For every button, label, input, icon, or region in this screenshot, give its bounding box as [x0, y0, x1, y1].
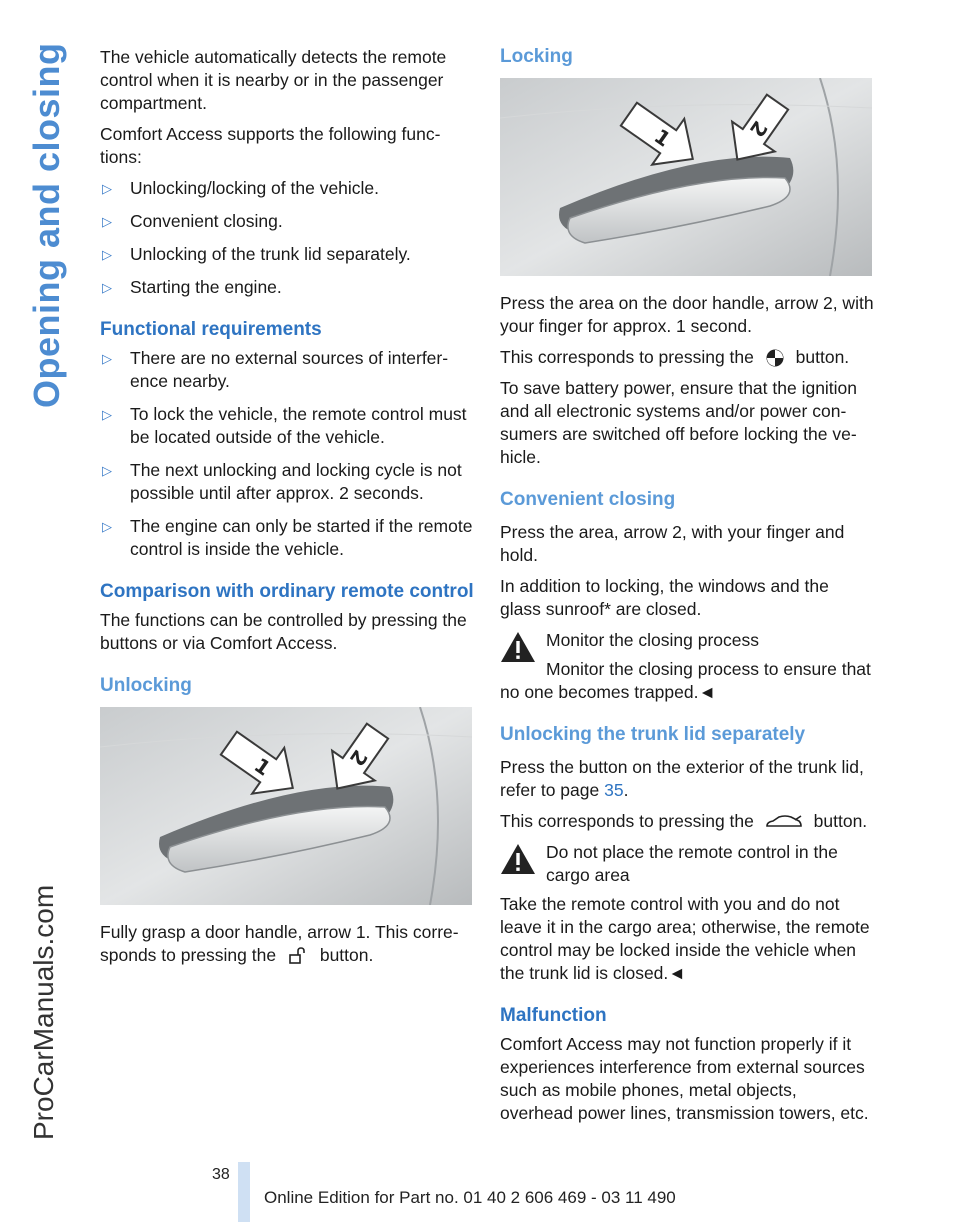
unlock-icon	[287, 947, 309, 965]
bullet-triangle-icon: ▷	[102, 463, 112, 478]
heading-comparison: Comparison with ordinary remote control	[100, 581, 474, 602]
list-item: ▷ To lock the vehicle, the remote control must be located outside of the vehicle.	[102, 404, 467, 447]
bullet-triangle-icon: ▷	[102, 280, 112, 295]
page-reference-link[interactable]: 35	[604, 780, 624, 800]
locking-paragraph-2: This corresponds to pressing the button.	[500, 347, 850, 367]
sidebar	[0, 0, 84, 1222]
bullet-triangle-icon: ▷	[102, 181, 112, 196]
chapter-title: Opening and closing	[26, 42, 67, 408]
list-item: ▷ Convenient closing.	[102, 211, 283, 231]
warning-title: Do not place the remote control in the cargo area	[546, 842, 838, 885]
convenient-paragraph-1: Press the area, arrow 2, with your finger and hold.	[500, 522, 845, 565]
footer-bar	[238, 1162, 250, 1222]
malfunction-paragraph: Comfort Access may not function properly if it experiences interference from external sources such as mobile phones, metal objects, overhead power lines, transmission towers, etc.	[500, 1034, 869, 1123]
bullet-triangle-icon: ▷	[102, 351, 112, 366]
page-number: 38	[212, 1166, 230, 1183]
intro-paragraph: The vehicle automatically detects the remote control when it is nearby or in the passenger compartment.	[100, 47, 447, 113]
heading-malfunction: Malfunction	[500, 1005, 607, 1026]
warning-closing	[500, 629, 874, 652]
convenient-paragraph-2: In addition to locking, the windows and the glass sunroof* are closed.	[500, 576, 829, 619]
right-column	[500, 46, 874, 1133]
bullet-triangle-icon: ▷	[102, 214, 112, 229]
list-item: ▷ There are no external sources of interfer- ence nearby.	[102, 348, 449, 391]
requirements-list	[100, 347, 474, 561]
locking-paragraph-1: Press the area on the door handle, arrow 2, with your finger for approx. 1 second.	[500, 293, 874, 336]
heading-convenient-closing: Convenient closing	[500, 489, 676, 510]
bullet-triangle-icon: ▷	[102, 407, 112, 422]
trunk-paragraph-1: Press the button on the exterior of the trunk lid, refer to page 35.	[500, 757, 864, 800]
unlocking-paragraph: Fully grasp a door handle, arrow 1. This corre- sponds to pressing the button.	[100, 922, 459, 965]
site-watermark: ProCarManuals.com	[28, 884, 59, 1140]
warning-icon	[500, 843, 536, 875]
list-item: ▷ Starting the engine.	[102, 277, 282, 297]
trunk-icon	[765, 814, 803, 830]
warning-text: Take the remote control with you and do not leave it in the cargo area; otherwise, the remote control may be locked inside the vehicle when the trunk lid is closed.◄	[500, 894, 870, 983]
door-handle-unlock-figure	[100, 707, 472, 905]
lock-button-icon	[765, 348, 785, 368]
warning-text: Monitor the closing process to ensure that no one becomes trapped.◄	[500, 659, 871, 702]
left-column	[100, 46, 474, 975]
arrow-1-label: 1	[249, 752, 276, 781]
heading-unlocking: Unlocking	[100, 675, 192, 696]
arrow-2-label: 2	[744, 116, 773, 142]
door-handle-lock-figure	[500, 78, 872, 276]
list-item: ▷ Unlocking of the trunk lid separately.	[102, 244, 411, 264]
arrow-2-label: 2	[344, 745, 373, 771]
comparison-paragraph: The functions can be controlled by pressing the buttons or via Comfort Access.	[100, 610, 467, 653]
heading-locking: Locking	[500, 46, 573, 67]
warning-icon	[500, 631, 536, 663]
trunk-paragraph-2: This corresponds to pressing the button.	[500, 811, 868, 831]
bullet-triangle-icon: ▷	[102, 247, 112, 262]
locking-paragraph-3: To save battery power, ensure that the ignition and all electronic systems and/or power con- sumers are switched off before locking the ve- hicle.	[500, 378, 858, 467]
list-item: ▷ The engine can only be started if the remote control is inside the vehicle.	[102, 516, 473, 559]
list-item: ▷ The next unlocking and locking cycle is not possible until after approx. 2 seconds.	[102, 460, 462, 503]
warning-cargo	[500, 841, 874, 887]
list-item: ▷ Unlocking/locking of the vehicle.	[102, 178, 380, 198]
functions-intro: Comfort Access supports the following func- tions:	[100, 124, 441, 167]
bullet-triangle-icon: ▷	[102, 519, 112, 534]
heading-functional-requirements: Functional requirements	[100, 319, 322, 340]
warning-title: Monitor the closing process	[546, 630, 760, 650]
arrow-1-label: 1	[649, 123, 676, 152]
heading-unlocking-trunk: Unlocking the trunk lid separately	[500, 724, 806, 745]
functions-list	[100, 177, 474, 299]
footer-edition-text: Online Edition for Part no. 01 40 2 606 469 - 03 11 490	[264, 1188, 676, 1207]
